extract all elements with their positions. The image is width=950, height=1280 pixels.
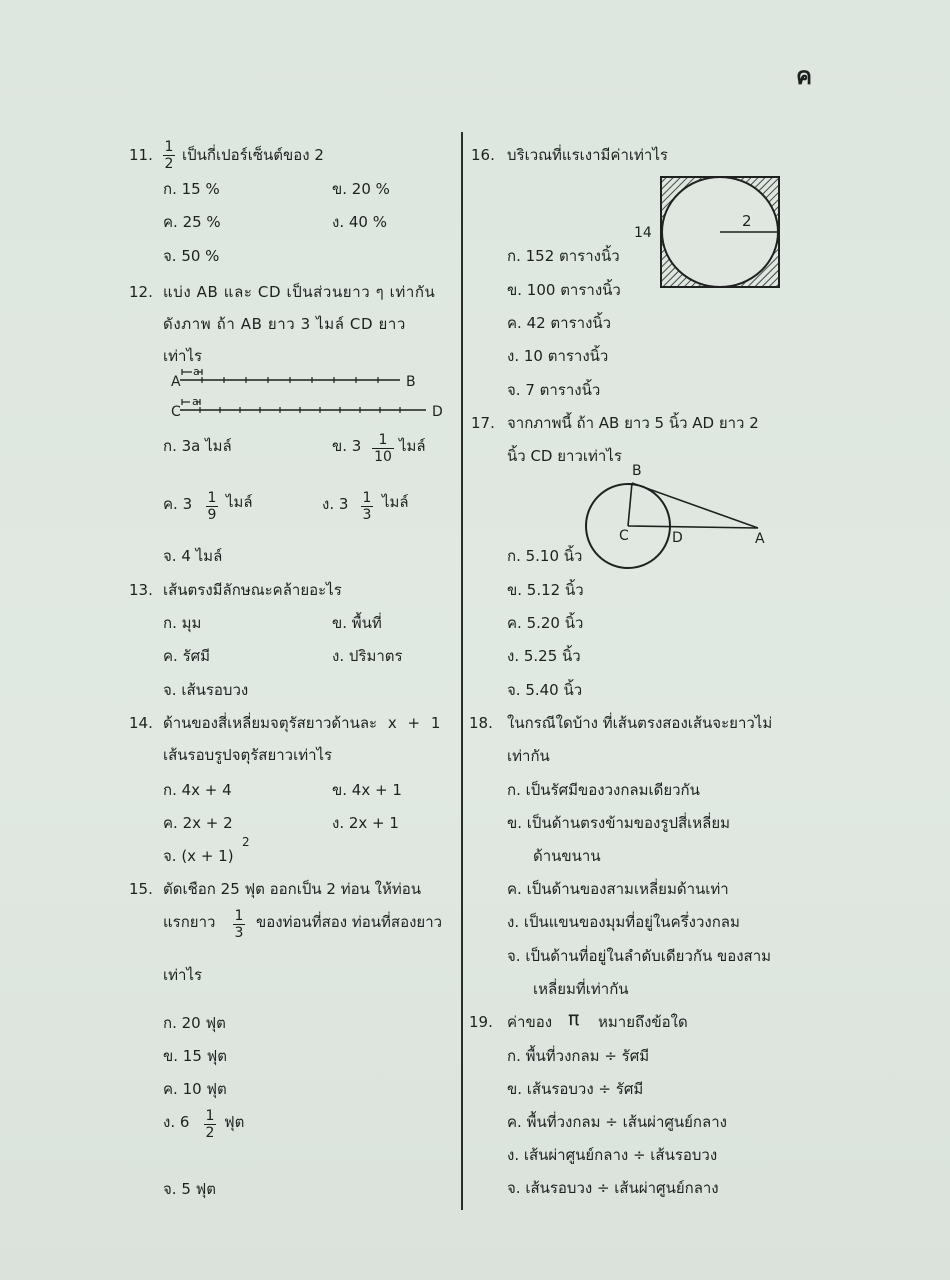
q15-option-d-unit: ฟุต: [224, 1113, 245, 1131]
q19-option-b: ข. เส้นรอบวง ÷ รัศมี: [507, 1080, 644, 1098]
q15-fraction: 1 3: [234, 908, 244, 941]
q18-option-b-line1: ข. เป็นด้านตรงข้ามของรูปสี่เหลี่ยม: [507, 814, 731, 832]
q12-label-c-point: C: [171, 404, 181, 420]
q17-number: 17.: [471, 414, 495, 432]
q16-side-label: 14: [634, 225, 652, 241]
q12-option-e: จ. 4 ไมล์: [163, 547, 223, 565]
q18-option-e-line1: จ. เป็นด้านที่อยู่ในลำดับเดียวกัน ของสาม: [507, 947, 772, 965]
q12-option-d-fraction: 1 3: [362, 490, 372, 523]
q15-line2-post: ของท่อนที่สอง ท่อนที่สองยาว: [256, 913, 443, 931]
q17-line1: จากภาพนี้ ถ้า AB ยาว 5 นิ้ว AD ยาว 2: [507, 414, 759, 432]
q15-option-d-prefix: ง. 6: [163, 1113, 190, 1131]
q12-label-a-point: A: [171, 374, 181, 390]
q12-option-c-prefix: ค. 3: [163, 495, 193, 513]
q16-square-circle-diagram: [660, 176, 782, 290]
q16-option-b: ข. 100 ตารางนิ้ว: [507, 281, 621, 299]
q11-option-e: จ. 50 %: [163, 247, 220, 265]
q18-option-c: ค. เป็นด้านของสามเหลี่ยมด้านเท่า: [507, 880, 729, 898]
q16-option-d: ง. 10 ตารางนิ้ว: [507, 347, 609, 365]
q19-option-e: จ. เส้นรอบวง ÷ เส้นผ่าศูนย์กลาง: [507, 1179, 719, 1197]
q12-label-a-top: a: [193, 365, 200, 378]
q12-option-c-unit: ไมล์: [226, 493, 253, 511]
q16-option-c: ค. 42 ตารางนิ้ว: [507, 314, 612, 332]
q19-option-d: ง. เส้นผ่าศูนย์กลาง ÷ เส้นรอบวง: [507, 1146, 718, 1164]
q15-option-c: ค. 10 ฟุต: [163, 1080, 227, 1098]
q12-number: 12.: [129, 283, 153, 301]
q17-option-a: ก. 5.10 นิ้ว: [507, 547, 583, 565]
q12-option-b-prefix: ข. 3: [332, 437, 362, 455]
q18-option-b-line2: ด้านขนาน: [533, 847, 601, 865]
q15-option-e: จ. 5 ฟุต: [163, 1180, 216, 1198]
q13-option-a: ก. มุม: [163, 614, 202, 632]
page-letter: ค: [796, 62, 813, 90]
q19-option-a: ก. พื้นที่วงกลม ÷ รัศมี: [507, 1047, 650, 1065]
q14-number: 14.: [129, 714, 153, 732]
q12-label-a-bottom: a: [192, 395, 199, 408]
q18-line1: ในกรณีใดบ้าง ที่เส้นตรงสองเส้นจะยาวไม่: [507, 714, 773, 732]
q19-option-c: ค. พื้นที่วงกลม ÷ เส้นผ่าศูนย์กลาง: [507, 1113, 727, 1131]
q11-text: เป็นกี่เปอร์เซ็นต์ของ 2: [182, 146, 324, 164]
q11-number: 11.: [129, 146, 153, 164]
q11-option-a: ก. 15 %: [163, 180, 220, 198]
q15-option-d-fraction: 1 2: [205, 1108, 215, 1141]
q11-option-b: ข. 20 %: [332, 180, 390, 198]
q14-option-b: ข. 4x + 1: [332, 781, 402, 799]
q13-text: เส้นตรงมีลักษณะคล้ายอะไร: [163, 581, 342, 599]
q13-option-c: ค. รัศมี: [163, 647, 211, 665]
q12-option-b-unit: ไมล์: [399, 437, 426, 455]
q12-line2: ดังภาพ ถ้า AB ยาว 3 ไมล์ CD ยาว: [163, 315, 406, 333]
column-divider: [461, 132, 463, 1210]
q16-number: 16.: [471, 146, 495, 164]
q11-fraction: [163, 140, 175, 171]
q17-option-b: ข. 5.12 นิ้ว: [507, 581, 584, 599]
q12-option-a: ก. 3a ไมล์: [163, 437, 232, 455]
q16-text: บริเวณที่แรเงามีค่าเท่าไร: [507, 146, 668, 164]
q17-label-a: A: [755, 531, 765, 547]
q15-line2-pre: แรกยาว: [163, 913, 216, 931]
q12-line3: เท่าไร: [163, 347, 203, 365]
q18-line2: เท่ากัน: [507, 747, 550, 765]
q13-number: 13.: [129, 581, 153, 599]
q12-label-b-point: B: [406, 374, 416, 390]
q15-line3: เท่าไร: [163, 966, 203, 984]
q12-option-d-unit: ไมล์: [382, 493, 409, 511]
q13-option-d: ง. ปริมาตร: [332, 647, 403, 665]
q19-pi-symbol: π: [568, 1008, 580, 1030]
q12-line1: แบ่ง AB และ CD เป็นส่วนยาว ๆ เท่ากัน: [163, 283, 436, 301]
q17-label-b: B: [632, 463, 642, 479]
q16-option-e: จ. 7 ตารางนิ้ว: [507, 381, 601, 399]
q16-option-a: ก. 152 ตารางนิ้ว: [507, 247, 620, 265]
q14-option-c: ค. 2x + 2: [163, 814, 233, 832]
q17-option-d: ง. 5.25 นิ้ว: [507, 647, 581, 665]
q19-text-pre: ค่าของ: [507, 1013, 553, 1031]
q18-number: 18.: [469, 714, 493, 732]
q18-option-e-line2: เหลี่ยมที่เท่ากัน: [533, 980, 629, 998]
q15-option-b: ข. 15 ฟุต: [163, 1047, 228, 1065]
q15-number: 15.: [129, 880, 153, 898]
q12-label-d-point: D: [432, 404, 443, 420]
q13-option-b: ข. พื้นที่: [332, 614, 382, 632]
q14-line1: ด้านของสี่เหลี่ยมจตุรัสยาวด้านละ x + 1: [163, 714, 441, 732]
q17-label-d: D: [672, 530, 683, 546]
q11-option-c: ค. 25 %: [163, 213, 221, 231]
q17-line2: นิ้ว CD ยาวเท่าไร: [507, 447, 622, 465]
q18-option-d: ง. เป็นแขนของมุมที่อยู่ในครึ่งวงกลม: [507, 913, 740, 931]
q12-option-d-prefix: ง. 3: [322, 495, 349, 513]
q14-line2: เส้นรอบรูปจตุรัสยาวเท่าไร: [163, 746, 333, 764]
q11-frac-num: 1: [164, 139, 174, 155]
q17-option-e: จ. 5.40 นิ้ว: [507, 681, 583, 699]
q14-option-e: จ. (x + 1): [163, 847, 234, 865]
q15-option-a: ก. 20 ฟุต: [163, 1014, 226, 1032]
q14-option-a: ก. 4x + 4: [163, 781, 232, 799]
q19-number: 19.: [469, 1013, 493, 1031]
q17-option-c: ค. 5.20 นิ้ว: [507, 614, 584, 632]
q14-option-e-exponent: 2: [242, 835, 250, 849]
q16-radius-label: 2: [742, 212, 752, 230]
q11-frac-den: 2: [164, 156, 174, 172]
q13-option-e: จ. เส้นรอบวง: [163, 681, 249, 699]
q12-option-c-fraction: 1 9: [207, 490, 217, 523]
q19-text-post: หมายถึงข้อใด: [598, 1013, 688, 1031]
q11-option-d: ง. 40 %: [332, 213, 387, 231]
q18-option-a: ก. เป็นรัศมีของวงกลมเดียวกัน: [507, 781, 700, 799]
q15-line1: ตัดเชือก 25 ฟุต ออกเป็น 2 ท่อน ให้ท่อน: [163, 880, 421, 898]
q14-option-d: ง. 2x + 1: [332, 814, 399, 832]
q12-option-b-fraction: 1 10: [372, 433, 394, 464]
q17-label-c: C: [619, 528, 629, 544]
